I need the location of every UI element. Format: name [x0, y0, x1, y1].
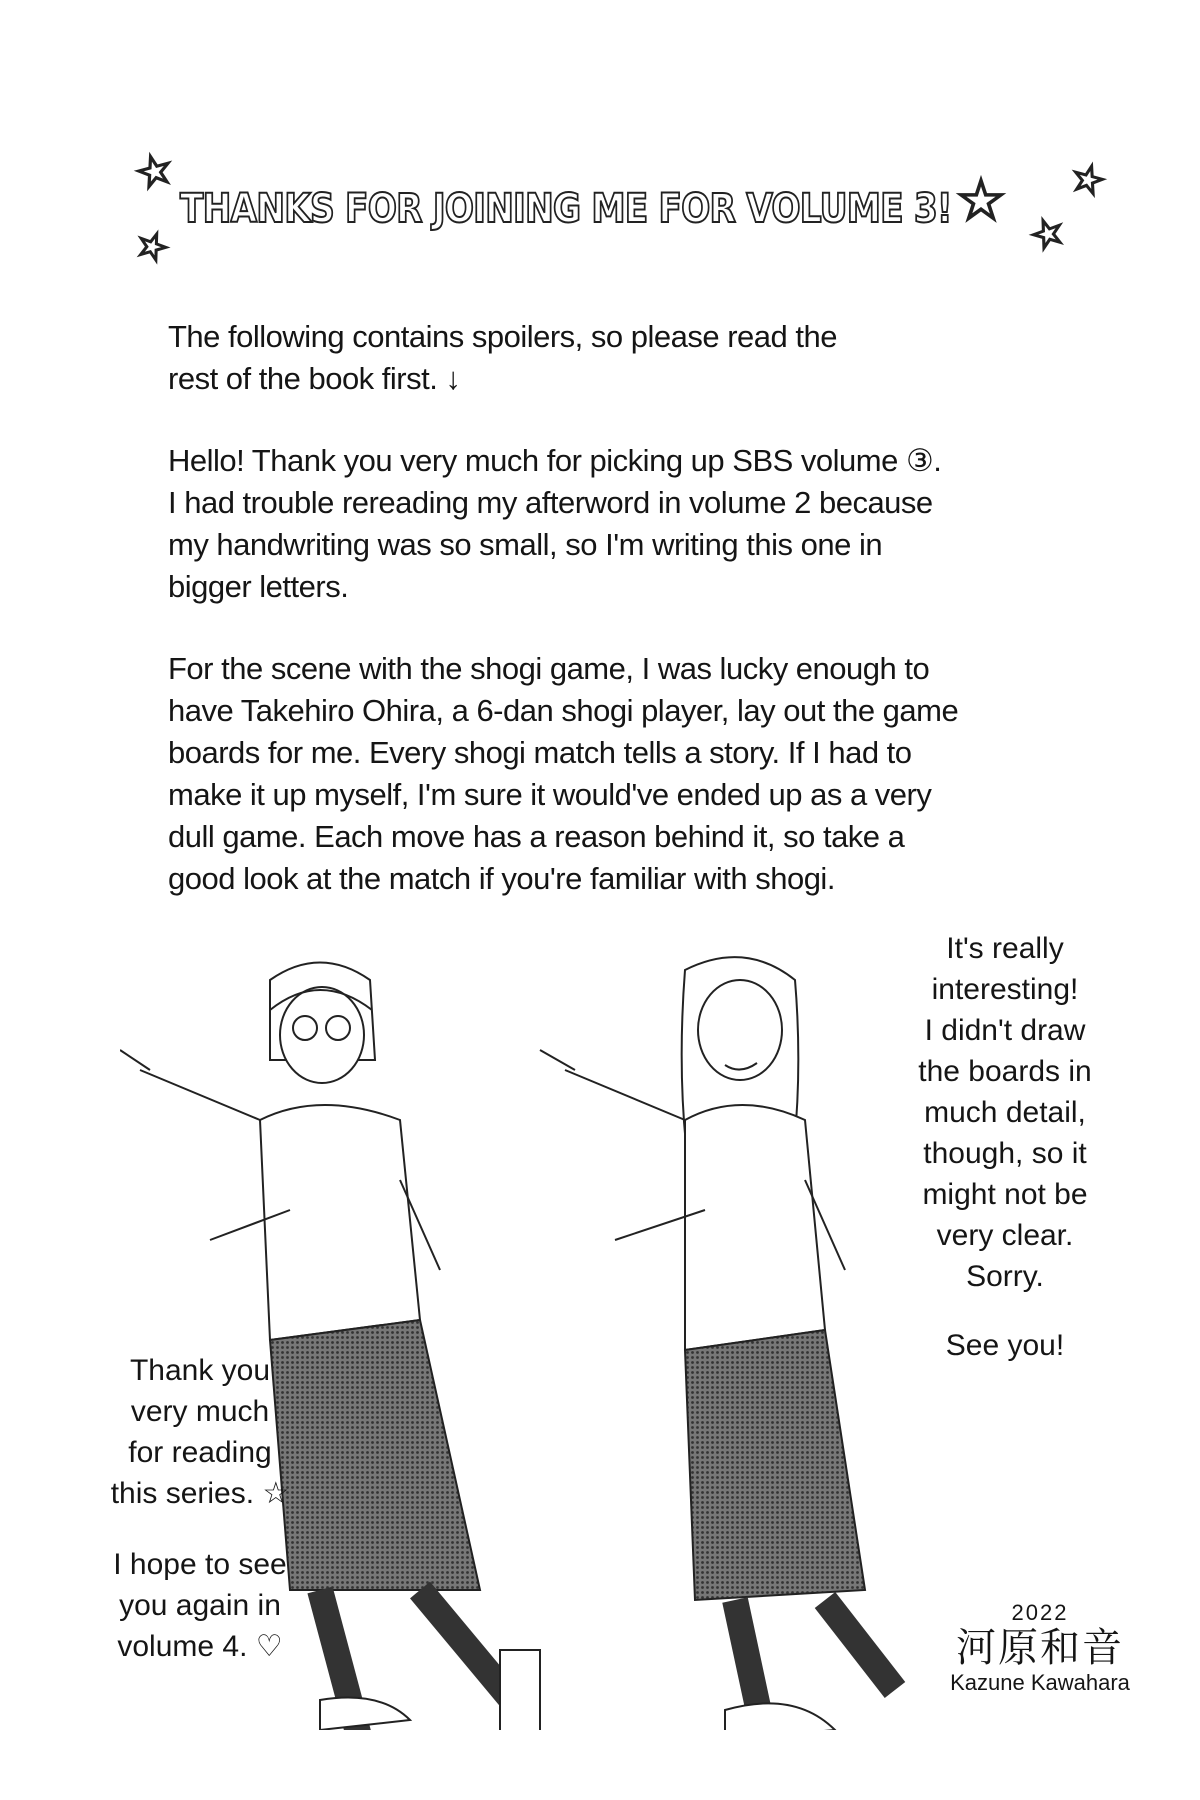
text-line: I didn't draw: [924, 1014, 1086, 1047]
text-line: the boards in: [918, 1055, 1092, 1088]
text-line: The following contains spoilers, so please read the: [168, 319, 837, 354]
paragraph-shogi: [168, 648, 1128, 900]
left-handwritten-note: [95, 1350, 305, 1667]
paragraph-spoiler-warning: [168, 316, 1128, 400]
afterword-title: THANKS FOR JOINING ME FOR VOLUME 3!: [180, 186, 952, 232]
author-signature: [950, 1600, 1130, 1696]
text-line: very much: [130, 1395, 270, 1428]
text-line: Hello! Thank you very much for picking up SBS volume ③.: [168, 443, 942, 478]
text-line: good look at the match if you're familiar with shogi.: [168, 861, 835, 896]
star-icon: ☆: [955, 168, 1007, 233]
afterword-body: [168, 316, 1128, 940]
text-line: boards for me. Every shogi match tells a story. If I had to: [168, 735, 912, 770]
text-line: much detail,: [924, 1096, 1086, 1129]
text-line: might not be: [922, 1178, 1088, 1211]
text-line: rest of the book first. ↓: [168, 361, 461, 396]
right-handwritten-note: [880, 928, 1130, 1366]
text-line: my handwriting was so small, so I'm writing this one in: [168, 527, 883, 562]
text-line: volume 4. ♡: [117, 1630, 283, 1663]
text-line: though, so it: [923, 1137, 1087, 1170]
text-line: interesting!: [931, 973, 1079, 1006]
text-line: I hope to see: [113, 1548, 287, 1581]
signature-year: 2022: [1011, 1600, 1069, 1625]
star-icon: ☆: [129, 142, 180, 201]
text-line: this series. ☆: [110, 1477, 290, 1510]
text-line: very clear.: [936, 1219, 1074, 1252]
closing-text: See you!: [945, 1329, 1065, 1362]
paragraph-greeting: [168, 440, 1128, 608]
signature-kanji: 河原和音: [956, 1626, 1124, 1670]
text-line: make it up myself, I'm sure it would've ended up as a very: [168, 777, 932, 812]
text-line: Thank you: [129, 1354, 271, 1387]
signature-name: Kazune Kawahara: [950, 1670, 1130, 1695]
text-line: Sorry.: [966, 1260, 1044, 1293]
text-line: you again in: [119, 1589, 281, 1622]
text-line: have Takehiro Ohira, a 6-dan shogi player, lay out the game: [168, 693, 959, 728]
star-icon: ☆: [1064, 154, 1111, 206]
star-icon: ☆: [128, 221, 176, 273]
text-line: dull game. Each move has a reason behind it, so take a: [168, 819, 905, 854]
text-line: For the scene with the shogi game, I was lucky enough to: [168, 651, 930, 686]
text-line: bigger letters.: [168, 569, 349, 604]
text-line: It's really: [946, 932, 1064, 965]
star-icon: ☆: [1023, 207, 1073, 261]
text-line: I had trouble rereading my afterword in volume 2 because: [168, 485, 933, 520]
text-line: for reading: [128, 1436, 272, 1469]
